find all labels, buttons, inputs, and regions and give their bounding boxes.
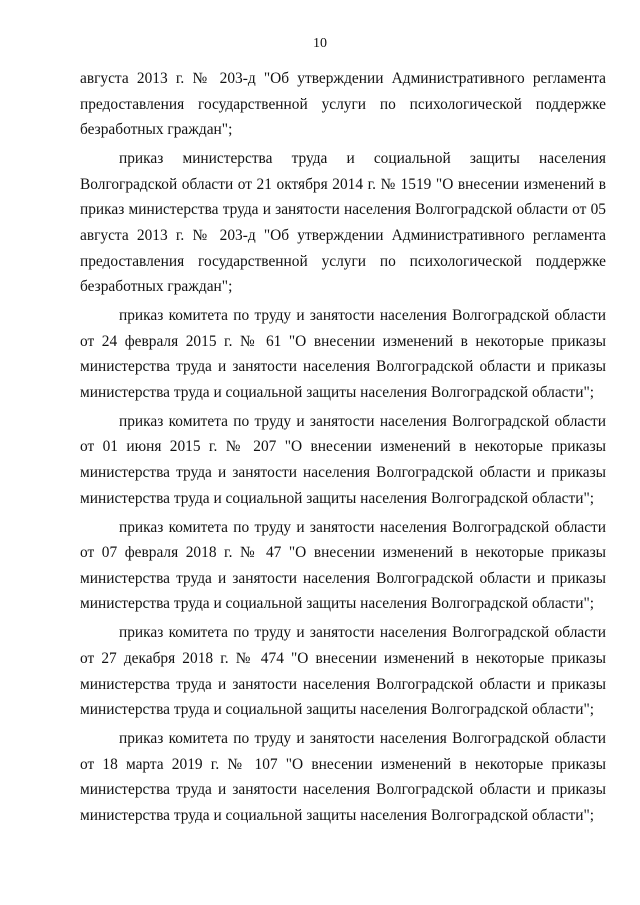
paragraph-order-2019-107: приказ комитета по труду и занятости населения Волгоградской области от 18 марта 2019 г. № 107 "О внесении изменений в некоторые приказы министерства труда и занятости населения Волгоградской области и приказы министерства труда и социальной защиты населения Волгоградской области"; (80, 730, 606, 824)
paragraph-order-2018-474: приказ комитета по труду и занятости населения Волгоградской области от 27 декабря 2018 г. № 474 "О внесении изменений в некоторые приказы министерства труда и занятости населения Волгоградской области и приказы министерства труда и социальной защиты населения Волгоградской области"; (80, 624, 606, 719)
paragraph-order-2018-47: приказ комитета по труду и занятости населения Волгоградской области от 07 февраля 2018 г. № 47 "О внесении изменений в некоторые приказы министерства труда и занятости населения Волгоградской области и приказы министерства труда и социальной защиты населения Волгоградской области"; (80, 518, 606, 613)
paragraph-continuation: августа 2013 г. № 203-д "Об утверждении Административного регламента предоставления государственной услуги по психологической поддержке безработных граждан"; (80, 70, 606, 139)
paragraph-order-2014-1519: приказ министерства труда и социальной защиты населения Волгоградской области от 21 октября 2014 г. № 1519 "О внесении изменений в приказ министерства труда и занятости населения Волгоградской области от 05 августа 2013 г. № 203-д "Об утверждении Административного регламента предоставления государственной услуги по психологической поддержке безработных граждан"; (80, 150, 606, 296)
page-number: 10 (313, 36, 327, 51)
document-body (80, 66, 606, 832)
paragraph-order-2015-61: приказ комитета по труду и занятости населения Волгоградской области от 24 февраля 2015 г. № 61 "О внесении изменений в некоторые приказы министерства труда и занятости населения Волгоградской области и приказы министерства труда и социальной защиты населения Волгоградской области"; (80, 307, 606, 401)
paragraph-order-2015-207: приказ комитета по труду и занятости населения Волгоградской области от 01 июня 2015 г. № 207 "О внесении изменений в некоторые приказы министерства труда и занятости населения Волгоградской области и приказы министерства труда и социальной защиты населения Волгоградской области"; (80, 412, 606, 507)
